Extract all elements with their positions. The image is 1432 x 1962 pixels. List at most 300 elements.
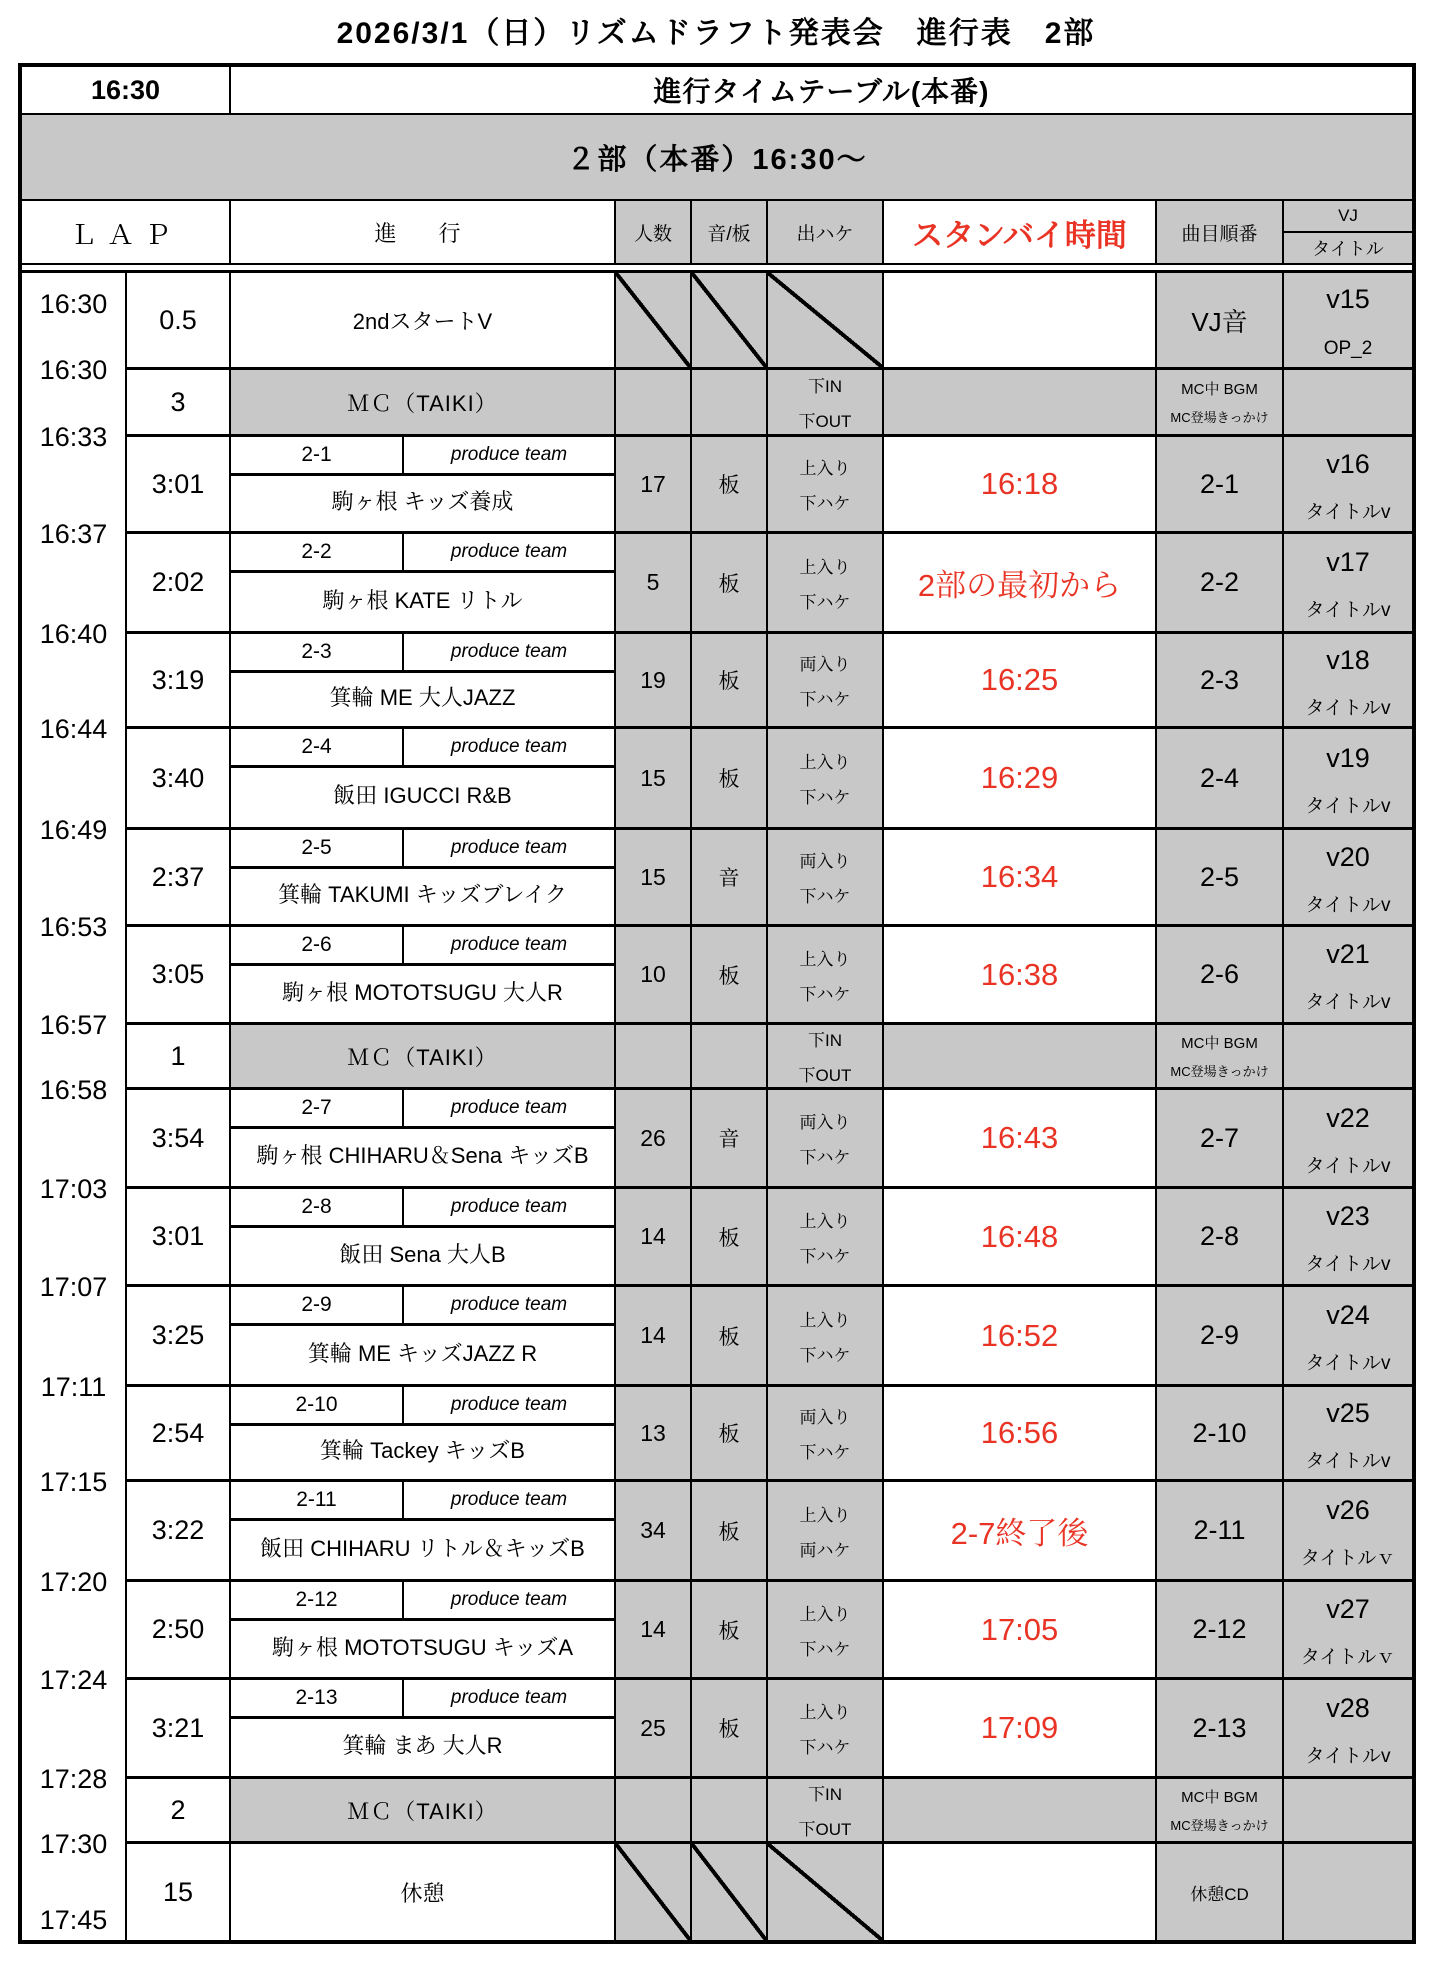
- song-order: 2-5: [1199, 861, 1240, 892]
- vj-title: OP_2: [1323, 338, 1373, 359]
- timeline-time: 16:30: [39, 289, 108, 319]
- timeline-time: 17:15: [39, 1467, 108, 1497]
- table-body: [22, 273, 1412, 1940]
- lap-cell: 0.5: [127, 273, 231, 367]
- time-column: [22, 273, 127, 1940]
- song-order: 2-10: [1192, 1417, 1247, 1448]
- standby-cell: [884, 1090, 1157, 1186]
- vj-title: タイトルv: [1305, 1155, 1391, 1177]
- song-order: 2-9: [1199, 1320, 1240, 1350]
- stage-enter: 上入り: [799, 1211, 851, 1231]
- timeline-time: 17:03: [39, 1174, 108, 1204]
- mc-title: ＭＣ（TAIKI）: [347, 390, 498, 416]
- song-order-cell: [1157, 1090, 1284, 1186]
- lap-cell: 3:01: [127, 437, 231, 531]
- column-header-vj: [1284, 201, 1412, 263]
- song-order-cell: [1157, 1779, 1284, 1841]
- vj-cell-empty: [1284, 370, 1412, 434]
- program-cell: [231, 437, 616, 531]
- stage-enter: 上入り: [799, 949, 851, 969]
- song-order: 2-3: [1199, 664, 1240, 695]
- dancer-count: 5: [616, 534, 692, 631]
- song-order: 2-11: [1193, 1515, 1246, 1545]
- column-header-ninzu: 人数: [616, 201, 692, 263]
- program-cell: [231, 1387, 616, 1479]
- table-row: [127, 1680, 1412, 1779]
- stage-enter: 上入り: [799, 557, 851, 577]
- produce-team-label: produce team: [450, 541, 568, 562]
- standby-time: 16:29: [980, 760, 1059, 795]
- stage-inout-cell: [768, 1189, 884, 1284]
- team-name: 飯田 Sena 大人B: [339, 1241, 506, 1267]
- vj-number: v25: [1326, 1397, 1370, 1428]
- table-row: [127, 437, 1412, 534]
- standby-cell-empty: [884, 370, 1157, 434]
- sound-type: 板: [692, 1189, 768, 1284]
- vj-title: タイトルv: [1305, 1353, 1391, 1374]
- stage-exit: 下OUT: [798, 1820, 852, 1839]
- song-order: 2-13: [1192, 1712, 1247, 1743]
- stage-inout-cell: [768, 1779, 884, 1841]
- vj-cell: [1284, 1090, 1412, 1186]
- stage-exit: 下OUT: [798, 412, 852, 431]
- song-order: 2-1: [1199, 468, 1240, 499]
- vj-cell: [1284, 534, 1412, 631]
- stage-exit: 下ハケ: [799, 690, 851, 709]
- timeline-time: 17:11: [40, 1372, 107, 1402]
- song-order-cell: [1157, 534, 1284, 631]
- timeline-time: 16:44: [39, 714, 108, 744]
- standby-cell: [884, 1680, 1157, 1776]
- stage-exit: 下ハケ: [799, 1443, 851, 1462]
- mc-bgm-label: MC中 BGM: [1181, 1035, 1258, 1052]
- stage-inout-cell: [768, 830, 884, 924]
- dancer-count: 19: [616, 634, 692, 726]
- vj-title: タイトルv: [1305, 501, 1391, 523]
- stage-enter: 上入り: [799, 1505, 851, 1525]
- performance-number: 2-12: [231, 1582, 404, 1618]
- timeline-time: 16:53: [39, 912, 108, 942]
- standby-time: 16:48: [980, 1218, 1059, 1254]
- produce-team-label: produce team: [450, 1687, 568, 1708]
- stage-exit: 下ハケ: [799, 788, 851, 807]
- dancer-count-na: [616, 273, 692, 367]
- program-cell: [231, 1189, 616, 1284]
- mc-cue-label: MC登場きっかけ: [1170, 410, 1269, 425]
- table-row-mc: [127, 1779, 1412, 1844]
- lap-cell: 3:40: [127, 729, 231, 827]
- vj-title: タイトルv: [1305, 795, 1391, 817]
- dancer-count: 10: [616, 927, 692, 1022]
- table-row: [127, 927, 1412, 1025]
- stage-exit: 下ハケ: [799, 1639, 851, 1659]
- header-start-time: 16:30: [22, 67, 231, 113]
- lap-cell: 3:01: [127, 1189, 231, 1284]
- produce-team-label: produce team: [450, 837, 568, 858]
- double-rule: [22, 263, 1412, 273]
- mc-title: ＭＣ（TAIKI）: [347, 1044, 498, 1070]
- standby-time: 16:43: [980, 1120, 1059, 1155]
- vj-number: v21: [1326, 939, 1370, 969]
- stage-inout-cell: [768, 927, 884, 1022]
- dancer-count: 14: [616, 1189, 692, 1284]
- lap-cell: 2: [127, 1779, 231, 1841]
- standby-cell: [884, 1189, 1157, 1284]
- sound-type: 板: [692, 1582, 768, 1677]
- song-order-cell: [1157, 273, 1284, 367]
- vj-title: タイトルv: [1305, 600, 1391, 621]
- stage-enter: 上入り: [799, 1604, 851, 1624]
- program-cell: [231, 534, 616, 631]
- standby-cell: [884, 1287, 1157, 1384]
- vj-cell: [1284, 273, 1412, 367]
- table-row-media: [127, 273, 1412, 370]
- lap-cell: 3: [127, 370, 231, 434]
- vj-number: v20: [1326, 841, 1370, 872]
- vj-cell: [1284, 1482, 1412, 1579]
- stage-exit: 下OUT: [798, 1066, 852, 1085]
- table-body-rows: [127, 273, 1412, 1940]
- timeline-time: 17:07: [39, 1272, 108, 1302]
- song-order: 2-7: [1199, 1122, 1240, 1153]
- song-order: 2-6: [1199, 959, 1240, 989]
- lap-cell: 3:22: [127, 1482, 231, 1579]
- stage-inout-cell: [768, 1287, 884, 1384]
- vj-cell-empty: [1284, 1779, 1412, 1841]
- vj-title: タイトルv: [1305, 894, 1391, 916]
- stage-exit: 下ハケ: [799, 1246, 851, 1266]
- song-order-cell: [1157, 437, 1284, 531]
- lap-cell: 2:37: [127, 830, 231, 924]
- song-order-cell: [1157, 1680, 1284, 1776]
- standby-time: 2部の最初から: [917, 568, 1122, 603]
- dancer-count: 15: [616, 830, 692, 924]
- program-cell: [231, 1482, 616, 1579]
- vj-number: v27: [1326, 1594, 1370, 1624]
- standby-time: 17:05: [980, 1611, 1059, 1647]
- vj-cell: [1284, 1287, 1412, 1384]
- standby-time: 2-7終了後: [950, 1516, 1089, 1551]
- stage-enter: 上入り: [799, 1703, 851, 1722]
- produce-team-label: produce team: [450, 1196, 568, 1217]
- table-row-mc: [127, 1025, 1412, 1090]
- vj-title: タイトルｖ: [1300, 1548, 1396, 1569]
- team-name: 箕輪 ME キッズJAZZ R: [307, 1340, 538, 1366]
- stage-inout-cell: [768, 1680, 884, 1776]
- standby-cell: [884, 729, 1157, 827]
- stage-enter: 下IN: [808, 377, 842, 396]
- stage-enter: 両入り: [799, 852, 851, 871]
- song-order-cell: [1157, 1287, 1284, 1384]
- table-row-mc: [127, 370, 1412, 437]
- table-row: [127, 1189, 1412, 1287]
- performance-number: 2-6: [231, 927, 404, 963]
- vj-cell: [1284, 1844, 1412, 1940]
- program-cell: [231, 370, 616, 434]
- timeline-time: 16:40: [39, 619, 108, 649]
- lap-cell: 3:05: [127, 927, 231, 1022]
- sound-type: 板: [692, 1482, 768, 1579]
- performance-number: 2-9: [231, 1287, 404, 1323]
- stage-exit: 下ハケ: [799, 1738, 851, 1757]
- song-order-cell: [1157, 634, 1284, 726]
- lap-cell: 3:25: [127, 1287, 231, 1384]
- stage-enter: 上入り: [799, 459, 851, 478]
- lap-cell: 3:54: [127, 1090, 231, 1186]
- sound-type-empty: [692, 370, 768, 434]
- produce-team-label: produce team: [450, 444, 568, 465]
- vj-number: v24: [1326, 1300, 1370, 1330]
- table-row: [127, 1582, 1412, 1680]
- stage-inout-cell: [768, 634, 884, 726]
- vj-number: v26: [1326, 1495, 1370, 1525]
- lap-cell: 3:21: [127, 1680, 231, 1776]
- vj-title: タイトルｖ: [1300, 1647, 1396, 1668]
- program-cell: [231, 273, 616, 367]
- vj-number: v16: [1326, 448, 1370, 479]
- song-order-cell: [1157, 830, 1284, 924]
- standby-cell-empty: [884, 273, 1157, 367]
- sound-type: 音: [692, 830, 768, 924]
- stage-inout-cell: [768, 1582, 884, 1677]
- stage-enter: 上入り: [799, 1310, 851, 1330]
- standby-cell: [884, 634, 1157, 726]
- timeline-time: 17:30: [39, 1829, 108, 1859]
- standby-time: 16:18: [980, 466, 1059, 501]
- team-name: 箕輪 ME 大人JAZZ: [329, 685, 516, 710]
- vj-cell: [1284, 729, 1412, 827]
- lap-cell: 2:54: [127, 1387, 231, 1479]
- vj-cell: [1284, 1680, 1412, 1776]
- table-row: [127, 830, 1412, 927]
- standby-cell-empty: [884, 1844, 1157, 1940]
- produce-team-label: produce team: [450, 1489, 568, 1510]
- stage-enter: 両入り: [799, 1113, 851, 1132]
- timeline-time: 16:33: [39, 422, 108, 452]
- table-row: [127, 1482, 1412, 1582]
- stage-inout-cell: [768, 370, 884, 434]
- timeline-time: 17:20: [39, 1567, 108, 1597]
- vj-cell: [1284, 1582, 1412, 1677]
- table-row: [127, 634, 1412, 729]
- sound-type: 板: [692, 634, 768, 726]
- dancer-count: 25: [616, 1680, 692, 1776]
- program-cell: [231, 1844, 616, 1940]
- dancer-count: 34: [616, 1482, 692, 1579]
- standby-time: 16:38: [980, 956, 1059, 992]
- program-cell: [231, 634, 616, 726]
- song-order: 2-4: [1199, 762, 1240, 793]
- performance-number: 2-13: [231, 1680, 404, 1716]
- standby-time: 16:52: [980, 1317, 1059, 1353]
- song-order-cell: [1157, 1387, 1284, 1479]
- performance-number: 2-8: [231, 1189, 404, 1225]
- stage-inout-cell: [768, 437, 884, 531]
- timeline-time: 17:28: [39, 1764, 108, 1794]
- standby-time: 16:34: [980, 859, 1059, 894]
- dancer-count: 15: [616, 729, 692, 827]
- stage-inout-na: [768, 1844, 884, 1940]
- produce-team-label: produce team: [450, 641, 568, 662]
- stage-inout-cell: [768, 1482, 884, 1579]
- dancer-count: 26: [616, 1090, 692, 1186]
- vj-cell: [1284, 634, 1412, 726]
- timeline-time: 16:49: [39, 815, 108, 845]
- sound-type: 板: [692, 927, 768, 1022]
- song-order: 2-8: [1199, 1221, 1240, 1251]
- team-name: 駒ヶ根 MOTOTSUGU 大人R: [282, 979, 563, 1005]
- standby-cell: [884, 437, 1157, 531]
- dancer-count: 13: [616, 1387, 692, 1479]
- vj-number: v22: [1326, 1102, 1370, 1133]
- column-header-kyokumoku: 曲目順番: [1157, 201, 1284, 263]
- team-name: 箕輪 まあ 大人R: [342, 1733, 503, 1758]
- program-title: 2ndスタートV: [352, 308, 493, 334]
- vj-title: タイトルv: [1305, 1254, 1391, 1275]
- song-order-cell: [1157, 1025, 1284, 1087]
- sound-type: 板: [692, 534, 768, 631]
- vj-number: v19: [1326, 742, 1370, 773]
- song-order-cell: [1157, 1482, 1284, 1579]
- performance-number: 2-7: [231, 1090, 404, 1126]
- stage-exit: 下ハケ: [799, 887, 851, 906]
- stage-enter: 両入り: [799, 655, 851, 674]
- vj-title: タイトルv: [1305, 697, 1391, 719]
- vj-cell: [1284, 437, 1412, 531]
- song-order-cell: [1157, 1582, 1284, 1677]
- stage-inout-cell: [768, 534, 884, 631]
- performance-number: 2-3: [231, 634, 404, 670]
- lap-cell: 3:19: [127, 634, 231, 726]
- lap-cell: 15: [127, 1844, 231, 1940]
- table-row: [127, 534, 1412, 634]
- mc-cue-label: MC登場きっかけ: [1170, 1064, 1269, 1079]
- vj-title: タイトルv: [1305, 992, 1391, 1013]
- produce-team-label: produce team: [450, 736, 568, 757]
- stage-exit: 下ハケ: [799, 984, 851, 1004]
- song-order: 2-12: [1192, 1614, 1247, 1644]
- song-cue: VJ音: [1191, 306, 1248, 337]
- produce-team-label: produce team: [450, 1589, 568, 1610]
- lap-cell: 2:50: [127, 1582, 231, 1677]
- standby-cell: [884, 1387, 1157, 1479]
- schedule-table: [18, 63, 1416, 1944]
- timeline-time: 17:24: [39, 1665, 108, 1695]
- table-header-row: [22, 67, 1412, 115]
- vj-number: v28: [1326, 1692, 1370, 1723]
- standby-cell: [884, 1582, 1157, 1677]
- team-name: 飯田 CHIHARU リトル＆キッズB: [260, 1535, 585, 1561]
- stage-exit: 下ハケ: [799, 592, 851, 612]
- table-row: [127, 1287, 1412, 1387]
- lap-cell: 1: [127, 1025, 231, 1087]
- stage-inout-cell: [768, 1090, 884, 1186]
- sound-type: 板: [692, 1387, 768, 1479]
- vj-cell: [1284, 927, 1412, 1022]
- performance-number: 2-2: [231, 534, 404, 570]
- table-row: [127, 1387, 1412, 1482]
- program-cell: [231, 1025, 616, 1087]
- team-name: 駒ヶ根 キッズ養成: [331, 489, 514, 514]
- vj-number: v23: [1326, 1201, 1370, 1231]
- dancer-count: 14: [616, 1582, 692, 1677]
- produce-team-label: produce team: [450, 1097, 568, 1118]
- stage-inout-cell: [768, 729, 884, 827]
- team-name: 箕輪 TAKUMI キッズブレイク: [278, 882, 567, 907]
- vj-number: v18: [1326, 644, 1370, 675]
- mc-bgm-label: MC中 BGM: [1181, 1789, 1258, 1806]
- song-cue: 休憩CD: [1190, 1884, 1249, 1904]
- program-cell: [231, 1680, 616, 1776]
- team-name: 駒ヶ根 MOTOTSUGU キッズA: [271, 1634, 574, 1660]
- stage-inout-cell: [768, 1387, 884, 1479]
- performance-number: 2-11: [231, 1482, 404, 1518]
- song-order-cell: [1157, 370, 1284, 434]
- stage-enter: 上入り: [799, 753, 851, 772]
- song-order-cell: [1157, 1844, 1284, 1940]
- mc-cue-label: MC登場きっかけ: [1170, 1818, 1269, 1833]
- timeline-time: 16:57: [39, 1010, 108, 1040]
- sound-type-empty: [692, 1779, 768, 1841]
- vj-number: v17: [1326, 547, 1370, 577]
- produce-team-label: produce team: [450, 1394, 568, 1415]
- song-order-cell: [1157, 729, 1284, 827]
- standby-cell: [884, 534, 1157, 631]
- vj-title: タイトルv: [1305, 1450, 1391, 1472]
- program-cell: [231, 729, 616, 827]
- timeline-time: 16:58: [39, 1075, 108, 1105]
- program-cell: [231, 1779, 616, 1841]
- vj-cell: [1284, 1189, 1412, 1284]
- dancer-count-empty: [616, 370, 692, 434]
- sound-type: 板: [692, 1287, 768, 1384]
- song-order: 2-2: [1199, 567, 1240, 597]
- dancer-count-na: [616, 1844, 692, 1940]
- song-order-cell: [1157, 1189, 1284, 1284]
- program-cell: [231, 1287, 616, 1384]
- program-cell: [231, 830, 616, 924]
- performance-number: 2-5: [231, 830, 404, 866]
- sound-type: 音: [692, 1090, 768, 1186]
- standby-time: 16:56: [980, 1415, 1059, 1450]
- vj-cell: [1284, 1387, 1412, 1479]
- standby-cell-empty: [884, 1779, 1157, 1841]
- mc-bgm-label: MC中 BGM: [1181, 381, 1258, 398]
- table-row: [127, 729, 1412, 830]
- team-name: 飯田 IGUCCI R&B: [333, 783, 512, 808]
- program-cell: [231, 1090, 616, 1186]
- standby-cell: [884, 830, 1157, 924]
- stage-enter: 両入り: [799, 1408, 851, 1427]
- timeline-time: 16:37: [39, 519, 108, 549]
- performance-number: 2-10: [231, 1387, 404, 1423]
- stage-inout-na: [768, 273, 884, 367]
- vj-cell-empty: [1284, 1025, 1412, 1087]
- sound-type-empty: [692, 1025, 768, 1087]
- stage-exit: 下ハケ: [799, 494, 851, 513]
- dancer-count-empty: [616, 1025, 692, 1087]
- song-order-cell: [1157, 927, 1284, 1022]
- stage-enter: 下IN: [808, 1785, 842, 1804]
- produce-team-label: produce team: [450, 934, 568, 955]
- team-name: 駒ヶ根 KATE リトル: [322, 587, 523, 613]
- standby-cell: [884, 1482, 1157, 1579]
- vj-title: タイトルv: [1305, 1745, 1391, 1767]
- standby-cell-empty: [884, 1025, 1157, 1087]
- team-name: 駒ヶ根 CHIHARU＆Sena キッズB: [256, 1143, 589, 1168]
- column-header-vj-label: VJ: [1284, 201, 1412, 233]
- stage-inout-cell: [768, 1025, 884, 1087]
